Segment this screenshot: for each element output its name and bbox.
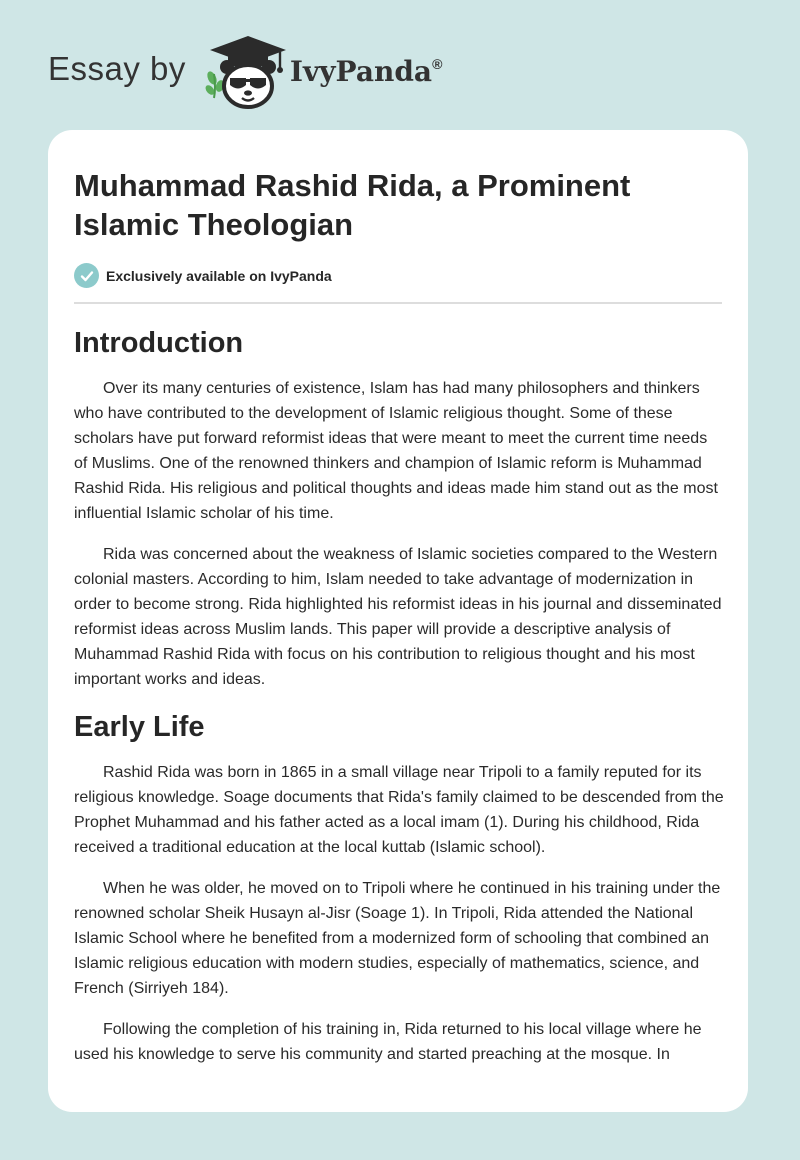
paragraph: When he was older, he moved on to Tripoli where he continued in his training under the renowned scholar Sheik Husayn al-Jisr (Soage 1). In Tripoli, Rida attended the National Islamic School where he benefited from a modernized form of schooling that combined an Islamic religious education with modern studies, especially of mathematics, science, and French (Sirriyeh 184). (74, 880, 721, 997)
check-circle-icon (74, 263, 99, 288)
section-heading: Early Life (74, 711, 205, 743)
essay-by-label: Essay by (48, 50, 186, 87)
paragraph: Following the completion of his training in, Rida returned to his local village where he used his knowledge to serve his community and started preaching at the mosque. In (74, 1021, 702, 1063)
section-heading: Introduction (74, 327, 244, 359)
paragraph: Rashid Rida was born in 1865 in a small village near Tripoli to a family reputed for its religious knowledge. Soage documents that Rida's family claimed to be descended from the Prophet Muhammad and his father acted as a local imam (1). During his childhood, Rida received a traditional education at the local kuttab (Islamic school). (74, 764, 724, 856)
site-header (48, 34, 442, 110)
page-title: Muhammad Rashid Rida, a Prominent Islamic Theologian (74, 168, 631, 242)
badge-label: Exclusively available on IvyPanda (106, 267, 332, 284)
divider (74, 302, 722, 304)
panda-graduate-icon[interactable] (200, 34, 288, 110)
paragraph: Over its many centuries of existence, Islam has had many philosophers and thinkers who have contributed to the development of Islamic religious thought. Some of these scholars have put forward reformist ideas that were meant to meet the current time needs of Muslims. One of the renowned thinkers and champion of Islamic reform is Muhammad Rashid Rida. His religious and political thoughts and ideas made him stand out as the most influential Islamic scholar of his time. (74, 380, 718, 522)
registered-mark: ® (432, 55, 443, 72)
essay-card (48, 130, 748, 1112)
exclusive-badge (74, 263, 332, 288)
brand-name[interactable]: IvyPanda® (289, 54, 443, 88)
essay-body (74, 323, 724, 1083)
paragraph: Rida was concerned about the weakness of Islamic societies compared to the Western colonial masters. According to him, Islam needed to take advantage of modernization in order to become strong. Rida highlighted his reformist ideas in his journal and disseminated reformist ideas across Muslim lands. This paper will provide a descriptive analysis of Muhammad Rashid Rida with focus on his contribution to religious thought and his most important works and ideas. (74, 546, 722, 688)
